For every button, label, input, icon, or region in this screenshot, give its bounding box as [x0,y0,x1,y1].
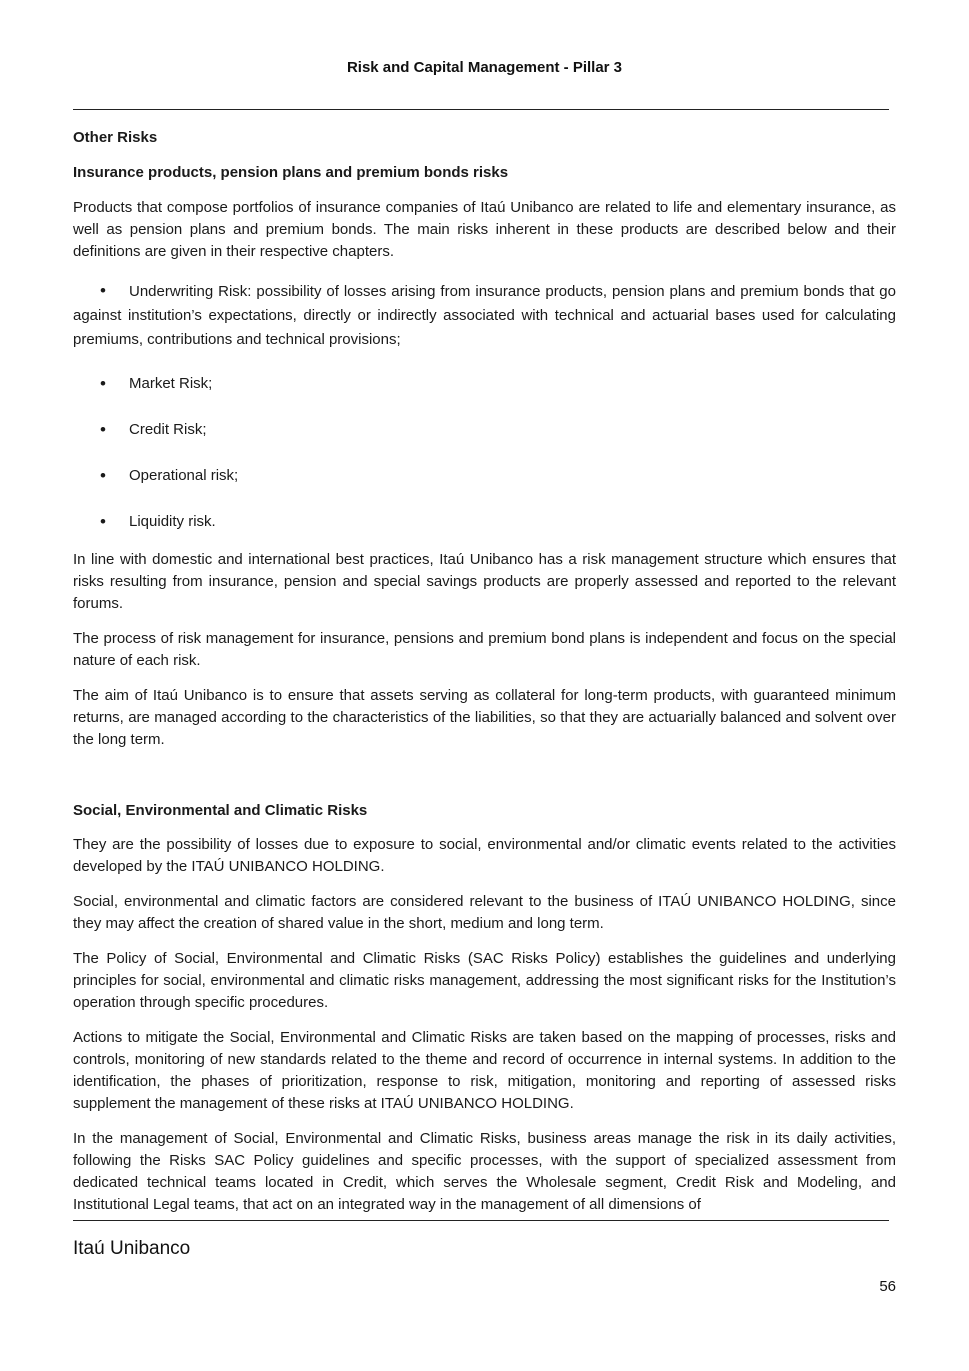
list-item-text: Operational risk; [129,467,239,484]
list-item-text: Liquidity risk. [129,513,216,530]
bullet-icon: • [100,466,106,485]
page-content [73,128,896,1216]
paragraph-sac-management: In the management of Social, Environmental and Climatic Risks, business areas manage the risk in its daily activities, following the Risks SAC Policy guidelines and specific processes, with the support of specialized assessment from dedicated technical teams located in Credit, which serves the Wholesale segment, Credit Risk and Modeling, and Institutional Legal teams, that act on an integrated way in the management of all dimensions of [73,1130,896,1213]
header-divider [73,109,889,110]
list-item-text: Market Risk; [129,375,213,392]
bullet-icon: • [100,374,106,393]
bullet-icon: • [100,512,106,531]
bullet-icon: • [100,281,106,300]
list-item [73,419,896,441]
list-item [73,511,896,533]
paragraph-assets-aim: The aim of Itaú Unibanco is to ensure that assets serving as collateral for long-term products, with guaranteed minimum returns, are managed according to the characteristics of the liabilities, so that they are actuarially balanced and solvent over the long term. [73,687,896,748]
list-item-text: Underwriting Risk: possibility of losses arising from insurance products, pension plans and premium bonds that go against institution’s expectations, directly or indirectly associated with technical and actuarial bases used for calculating premiums, contributions and technical provisions; [73,283,896,348]
list-item [73,465,896,487]
paragraph-risk-structure: In line with domestic and international best practices, Itaú Unibanco has a risk management structure which ensures that risks resulting from insurance, pension and special savings products are properly assessed and reported to the relevant forums. [73,551,896,612]
paragraph-sac-actions: Actions to mitigate the Social, Environmental and Climatic Risks are taken based on the mapping of processes, risks and controls, monitoring of new standards related to the theme and record of occurrence in internal systems. In addition to the identification, the phases of prioritization, response to risk, mitigation, monitoring and reporting of assessed risks supplement the management of these risks at ITAÚ UNIBANCO HOLDING. [73,1029,896,1112]
list-item [73,373,896,395]
paragraph-sac-definition: They are the possibility of losses due to exposure to social, environmental and/or climatic events related to the activities developed by the ITAÚ UNIBANCO HOLDING. [73,836,896,875]
paragraph-sac-relevance: Social, environmental and climatic factors are considered relevant to the business of ITAÚ UNIBANCO HOLDING, since they may affect the creation of shared value in the short, medium and long term. [73,893,896,932]
list-item-underwriting-risk [73,280,896,352]
paragraph-insurance-intro: Products that compose portfolios of insurance companies of Itaú Unibanco are related to life and elementary insurance, as well as pension plans and premium bonds. The main risks inherent in these products are described below and their definitions are given in their respective chapters. [73,199,896,260]
section-subtitle-insurance-risks: Insurance products, pension plans and premium bonds risks [73,164,509,181]
page-header-title: Risk and Capital Management - Pillar 3 [346,59,623,76]
footer-brand: Itaú Unibanco [73,1238,191,1259]
section-title-sac-risks: Social, Environmental and Climatic Risks [73,802,368,819]
footer-divider [73,1220,889,1221]
section-title-other-risks: Other Risks [73,129,158,146]
page-number: 56 [879,1278,896,1295]
paragraph-sac-policy: The Policy of Social, Environmental and Climatic Risks (SAC Risks Policy) establishes the guidelines and underlying principles for social, environmental and climatic risks management, addressing the most significant risks for the Institution’s operation through specific procedures. [73,950,896,1011]
list-item-text: Credit Risk; [129,421,207,438]
bullet-icon: • [100,420,106,439]
paragraph-risk-process: The process of risk management for insurance, pensions and premium bond plans is independent and focus on the special nature of each risk. [73,630,896,669]
